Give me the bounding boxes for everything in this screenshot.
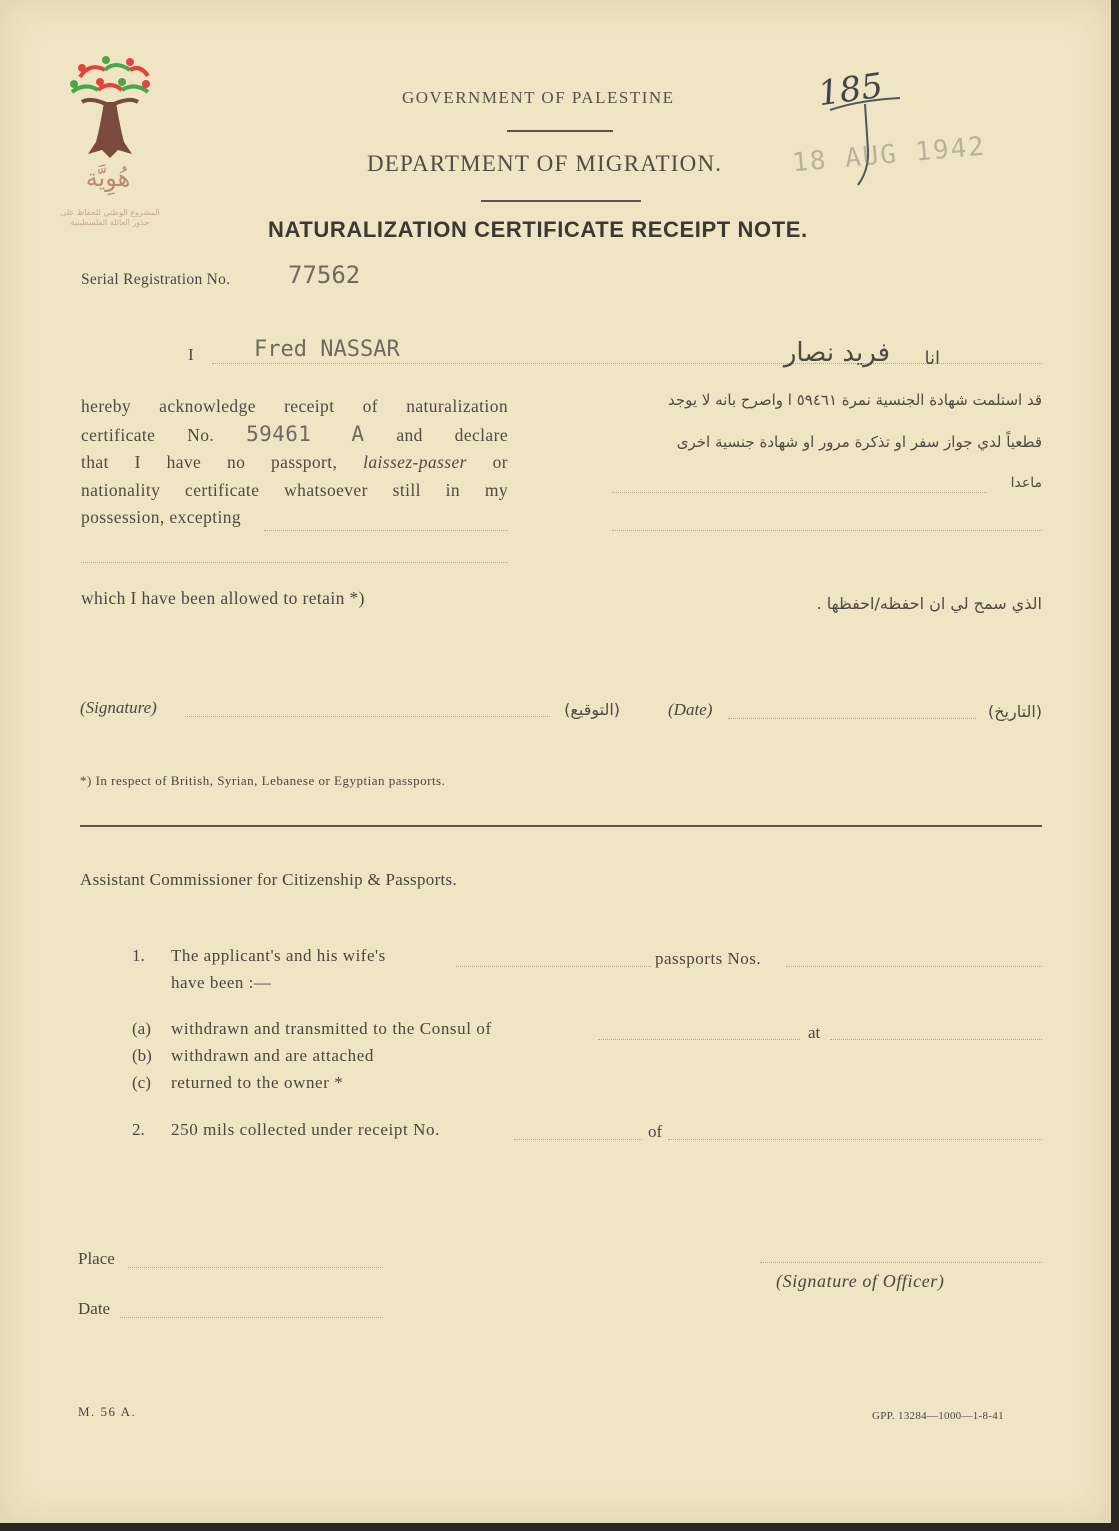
declaration-line-4: nationality certificate whatsoever still in my [81, 479, 508, 500]
declaration-line-2 [81, 421, 508, 450]
declaration-line-3a: that I have no passport, [81, 452, 364, 472]
form-number: M. 56 A. [78, 1404, 137, 1419]
consul-line [598, 1039, 800, 1040]
logo-wordmark: هُوِيَّة [85, 164, 131, 192]
arabic-except-line-2 [612, 530, 1042, 531]
declaration-line-5: possession, excepting [81, 507, 242, 527]
date-label-ar: (التاريخ) [987, 702, 1042, 721]
item2-of: of [648, 1122, 663, 1141]
item-a-text: withdrawn and transmitted to the Consul of [171, 1019, 492, 1038]
date-line [728, 718, 976, 719]
excepting-line [264, 530, 508, 531]
logo-tagline-1: المشروع الوطني للحفاظ على [60, 208, 160, 217]
header-rule-2 [481, 200, 641, 202]
i-label: I [188, 345, 194, 364]
item-b-label: (b) [132, 1046, 152, 1065]
section-divider [80, 825, 1042, 827]
officer-signature-label: (Signature of Officer) [776, 1271, 945, 1291]
government-heading: GOVERNMENT OF PALESTINE [402, 88, 675, 107]
hawiya-logo [60, 42, 160, 232]
arabic-name-prefix: انا [924, 348, 940, 369]
header-rule-1 [507, 130, 613, 132]
item2-number: 2. [132, 1120, 145, 1139]
item1-passports-line [786, 966, 1042, 967]
declaration-line-3 [81, 449, 508, 477]
logo-tagline-2: جذور العائلة الفلسطينية [70, 218, 150, 227]
item-b-text: withdrawn and are attached [171, 1046, 374, 1065]
arabic-name: فريد نصار [783, 338, 890, 368]
date-label: (Date) [668, 700, 713, 719]
arabic-line-3: ماعدا [1010, 475, 1042, 491]
officer-signature-line [760, 1262, 1042, 1263]
serial-label: Serial Registration No. [81, 271, 231, 288]
laissez-passer-text: laissez-passer [363, 452, 467, 472]
department-heading: DEPARTMENT OF MIGRATION. [367, 151, 723, 176]
item-c-text: returned to the owner * [171, 1073, 344, 1092]
place-line [128, 1267, 383, 1268]
item1-cont: have been :— [171, 973, 272, 992]
item1-passports: passports Nos. [655, 949, 762, 968]
signature-label: (Signature) [80, 698, 157, 717]
document-title: NATURALIZATION CERTIFICATE RECEIPT NOTE. [268, 217, 808, 242]
arabic-except-line [612, 492, 987, 493]
item-a-label: (a) [132, 1019, 151, 1038]
signature-line [185, 716, 550, 717]
handwritten-number: 185 [815, 65, 886, 115]
declaration-line-2-end: and declare [396, 424, 508, 445]
place-label: Place [78, 1249, 115, 1268]
item2-text: 250 mils collected under receipt No. [171, 1120, 440, 1139]
family-tree-icon [60, 42, 160, 167]
declaration-line-3b: or [466, 452, 509, 472]
declaration-paragraph [81, 393, 508, 532]
arabic-line-2: قطعياً لدي جواز سفر او تذكرة مرور او شهادة جنسية اخرى [676, 433, 1042, 451]
at-line [830, 1039, 1042, 1040]
of-line [668, 1139, 1042, 1140]
applicant-name: Fred NASSAR [254, 337, 400, 362]
excepting-line-2 [81, 562, 508, 563]
item-a-at: at [808, 1023, 821, 1042]
item1-wife-line [456, 966, 651, 967]
serial-number: 77562 [288, 261, 361, 289]
print-reference: GPP. 13284—1000—1-8-41 [872, 1410, 1004, 1422]
signature-label-ar: (التوقيع) [564, 700, 620, 719]
item1-number: 1. [132, 946, 145, 965]
office-date-label: Date [78, 1299, 111, 1318]
footnote: *) In respect of British, Syrian, Lebanese or Egyptian passports. [80, 773, 446, 788]
arabic-retain-text: الذي سمح لي ان احفظه/احفظها . [816, 594, 1042, 613]
arabic-line-1: قد استلمت شهادة الجنسية نمرة ٥٩٤٦١ ا واصرح بانه لا يوجد [668, 391, 1042, 409]
declaration-line-2-start: certificate No. [81, 424, 215, 445]
certificate-number: 59461 A [246, 421, 365, 446]
date-stamp: 18 AUG 1942 [791, 131, 988, 179]
receipt-line [514, 1139, 642, 1140]
item-c-label: (c) [132, 1073, 151, 1092]
item1-text: The applicant's and his wife's [171, 946, 386, 965]
declaration-line-1: hereby acknowledge receipt of naturalization [81, 396, 508, 416]
office-date-line [120, 1317, 383, 1318]
office-heading: Assistant Commissioner for Citizenship & Passports. [80, 870, 458, 889]
retain-text: which I have been allowed to retain *) [81, 588, 365, 608]
